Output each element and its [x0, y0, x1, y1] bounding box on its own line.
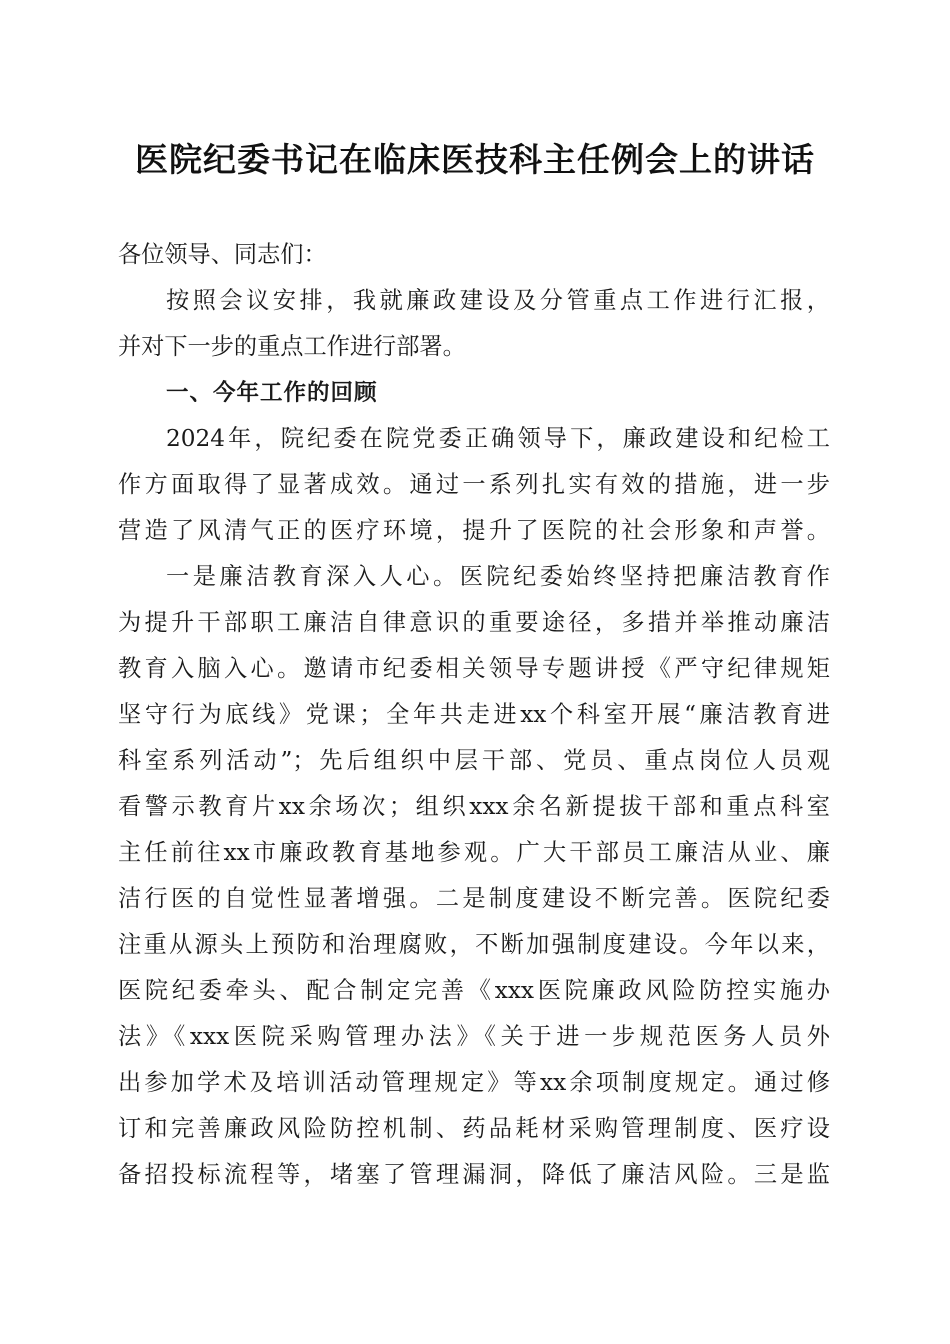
intro-line: 并对下一步的重点工作进行部署。 — [118, 333, 466, 360]
paragraph-line: 备招投标流程等，堵塞了管理漏洞，降低了廉洁风险。三是监 — [118, 1161, 830, 1188]
document-title: 医院纪委书记在临床医技科主任例会上的讲话 — [135, 140, 815, 179]
document-body — [118, 232, 830, 1198]
paragraph-line: 主任前往xx市廉政教育基地参观。广大干部员工廉洁从业、廉 — [118, 839, 830, 866]
paragraph-line: 为提升干部职工廉洁自律意识的重要途径，多措并举推动廉洁 — [118, 609, 830, 636]
intro-line: 按照会议安排，我就廉政建设及分管重点工作进行汇报， — [166, 287, 830, 314]
paragraph-line: 洁行医的自觉性显著增强。二是制度建设不断完善。医院纪委 — [118, 885, 830, 912]
paragraph-line: 看警示教育片xx余场次；组织xxx余名新提拔干部和重点科室 — [118, 793, 830, 820]
paragraph-line: 医院纪委牵头、配合制定完善《xxx医院廉政风险防控实施办 — [118, 977, 830, 1004]
paragraph-line: 出参加学术及培训活动管理规定》等xx余项制度规定。通过修 — [118, 1069, 830, 1096]
salutation: 各位领导、同志们： — [118, 241, 327, 268]
paragraph-line: 2024年，院纪委在院党委正确领导下，廉政建设和纪检工 — [166, 425, 830, 452]
paragraph-line: 一是廉洁教育深入人心。医院纪委始终坚持把廉洁教育作 — [166, 563, 830, 590]
paragraph-line: 教育入脑入心。邀请市纪委相关领导专题讲授《严守纪律规矩 — [118, 655, 830, 682]
paragraph-line: 作方面取得了显著成效。通过一系列扎实有效的措施，进一步 — [118, 471, 830, 498]
paragraph-line: 法》《xxx医院采购管理办法》《关于进一步规范医务人员外 — [118, 1023, 830, 1050]
paragraph-line: 坚守行为底线》党课；全年共走进xx个科室开展“廉洁教育进 — [118, 701, 830, 728]
paragraph-line: 注重从源头上预防和治理腐败，不断加强制度建设。今年以来， — [118, 931, 830, 958]
section-heading: 一、今年工作的回顾 — [166, 380, 378, 406]
paragraph-line: 订和完善廉政风险防控机制、药品耗材采购管理制度、医疗设 — [118, 1115, 830, 1142]
paragraph-line: 科室系列活动”；先后组织中层干部、党员、重点岗位人员观 — [118, 747, 830, 774]
paragraph-line: 营造了风清气正的医疗环境，提升了医院的社会形象和声誉。 — [118, 517, 830, 544]
